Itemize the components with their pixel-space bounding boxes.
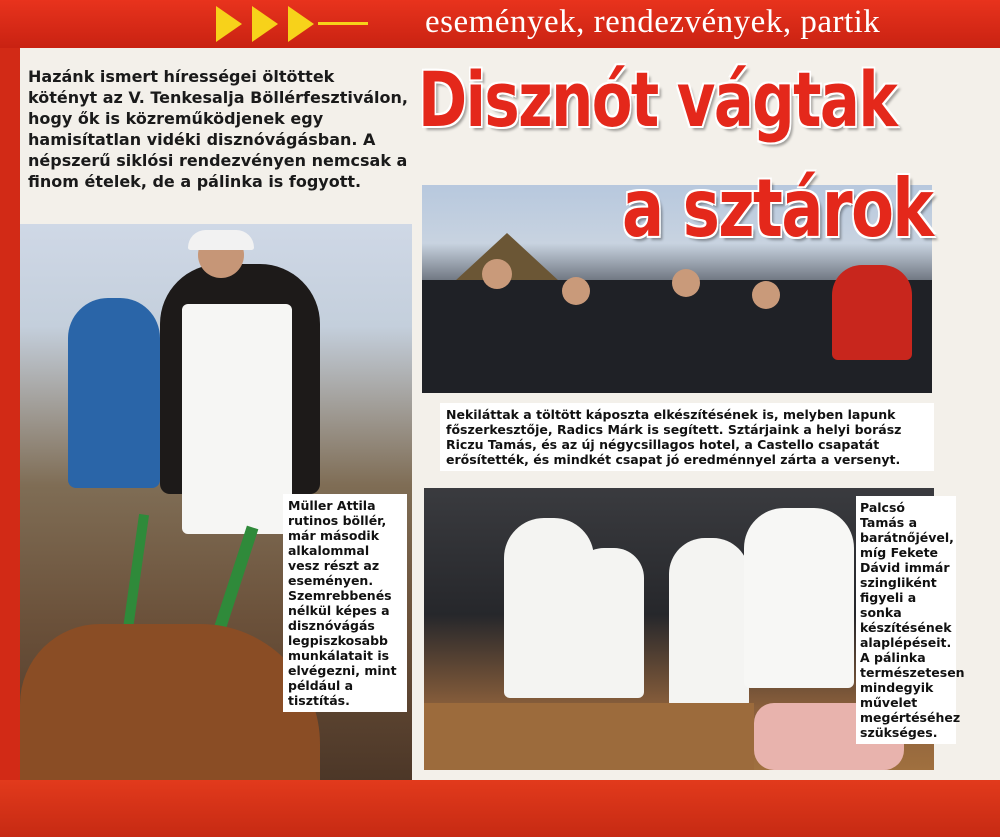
- headline-line-1: Disznót vágtak: [418, 55, 897, 144]
- person-head: [752, 281, 780, 309]
- person-blue-coat: [68, 298, 160, 488]
- header-accent-line: [318, 22, 368, 25]
- page-edge-stripe: [0, 48, 20, 788]
- person-red-jacket: [832, 265, 912, 360]
- person-head: [482, 259, 512, 289]
- headline-line-2: a sztárok: [622, 162, 933, 255]
- wooden-table: [424, 703, 754, 770]
- caption-cooking: Palcsó Tamás a barátnőjével, míg Fekete Dávid immár szingliként figyeli a sonka készítésének alaplépéseit. A pálinka természetesen mindegyik művelet megértéséhez szükséges.: [856, 496, 956, 744]
- white-cap: [188, 230, 254, 250]
- chevron-arrow-icon: [252, 6, 278, 42]
- white-apron: [669, 538, 749, 708]
- article-lede: Hazánk ismert hírességei öltöttek kötényt az V. Tenkesalja Böllérfesztiválon, hogy ők is közreműködjenek egy hamisítatlan vidéki disznóvágásban. A népszerű siklósi rendezvényen nemcsak a finom ételek, de a pálinka is fogyott.: [28, 67, 408, 191]
- chevron-arrow-icon: [216, 6, 242, 42]
- person-head: [672, 269, 700, 297]
- caption-butcher: Müller Attila rutinos böllér, már második alkalommal vesz részt az eseményen. Szemrebbenés nélkül képes a disznóvágás legpiszkosabb munkálatait is elvégezni, mint például a tisztítás.: [283, 494, 407, 712]
- section-title: események, rendezvények, partik: [425, 4, 881, 40]
- white-jacket: [744, 508, 854, 688]
- person-head: [562, 277, 590, 305]
- footer-bar: [0, 780, 1000, 837]
- section-header-bar: [0, 0, 1000, 48]
- chevron-arrow-icon: [288, 6, 314, 42]
- white-apron: [182, 304, 292, 534]
- caption-group-photo: Nekiláttak a töltött káposzta elkészítésének is, melyben lapunk főszerkesztője, Radics Márk is segített. Sztárjaink a helyi borász Riczu Tamás, és az új négycsillagos hotel, a Castello csapatát erősítették, és mindkét csapat jó eredménnyel zárta a versenyt.: [440, 403, 934, 471]
- white-apron: [574, 548, 644, 698]
- pig-carcass: [20, 624, 320, 792]
